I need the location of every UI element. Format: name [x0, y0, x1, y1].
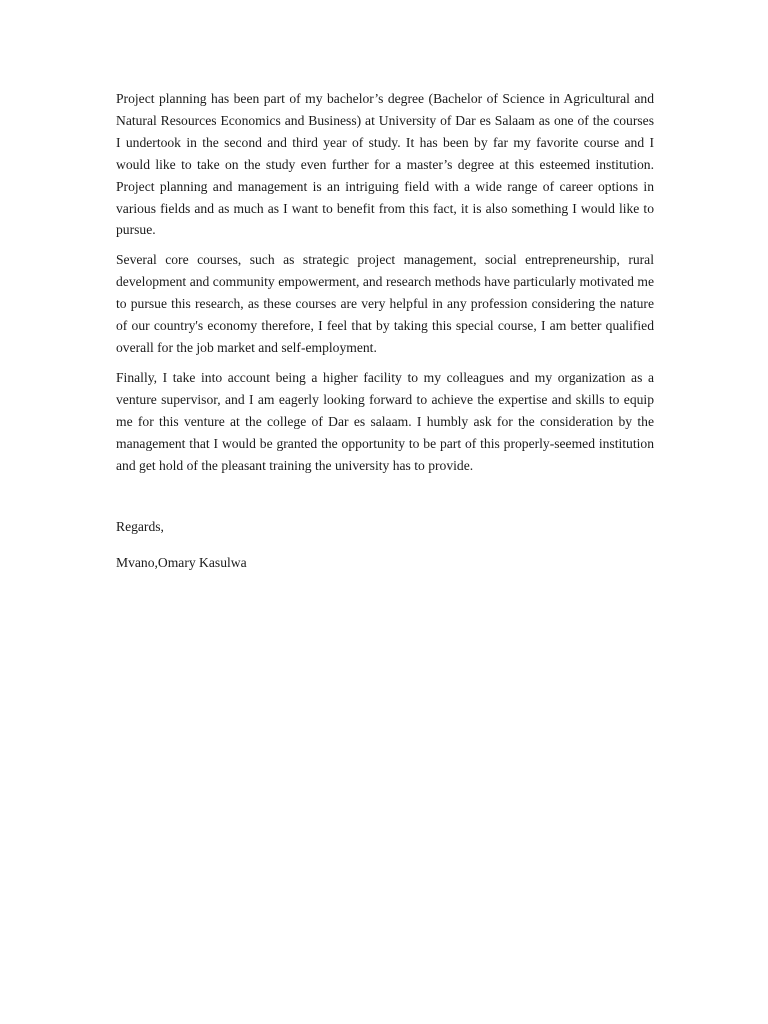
letter-body	[116, 88, 654, 588]
paragraph-3: Finally, I take into account being a higher facility to my colleagues and my organization as a venture supervisor, and I am eagerly looking forward to achieve the expertise and skills to equip me for this venture at the college of Dar es salaam. I humbly ask for the consideration by the management that I would be granted the opportunity to be part of this properly-seemed institution and get hold of the pleasant training the university has to provide.	[116, 369, 654, 473]
closing-block	[116, 516, 654, 574]
paragraph-2: Several core courses, such as strategic project management, social entrepreneurship, rural development and community empowerment, and research methods have particularly motivated me to pursue this research, as these courses are very helpful in any profession considering the nature of our country's economy therefore, I feel that by taking this special course, I am better qualified overall for the job market and self-employment.	[116, 252, 654, 355]
closing-salutation: Regards,	[116, 519, 164, 535]
signature-name: Mvano,Omary Kasulwa	[116, 555, 247, 571]
paragraph-1: Project planning has been part of my bachelor’s degree (Bachelor of Science in Agricultural and Natural Resources Economics and Business) at University of Dar es Salaam as one of the courses I undertook in the second and third year of study. It has been by far my favorite course and I would like to take on the study even further for a master’s degree at this esteemed institution. Project planning and management is an intriguing field with a wide range of career options in various fields and as much as I want to benefit from this fact, it is also something I would like to pursue.	[116, 91, 654, 238]
